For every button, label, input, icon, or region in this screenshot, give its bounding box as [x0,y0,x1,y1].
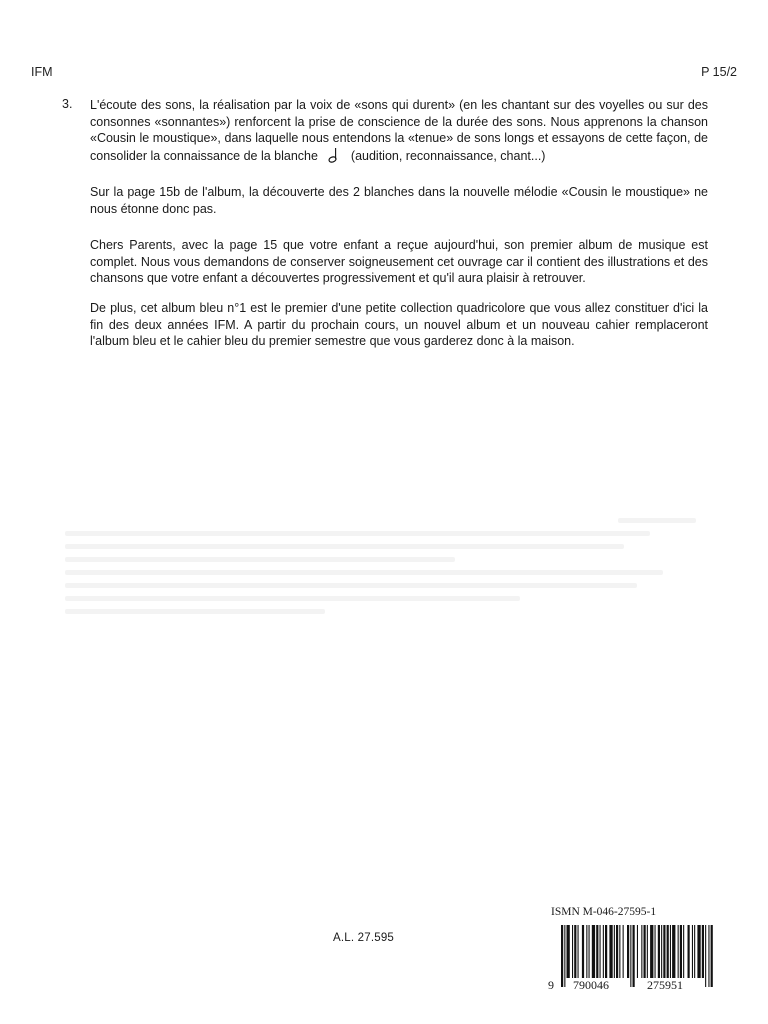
ismn-label: ISMN M-046-27595-1 [551,906,657,918]
barcode-digit-first: 9 [548,978,554,992]
item-number: 3. [62,97,73,111]
item-paragraph-2: Sur la page 15b de l'album, la découverte des 2 blanches dans la nouvelle mélodie «Cousin le moustique» ne nous étonne donc pas. [90,185,708,216]
item-paragraph-1-text: L'écoute des sons, la réalisation par la voix de «sons qui durent» (en les chantant sur des voyelles ou sur des consonnes «sonnantes») renforcent la prise de conscience de la durée des sons. Nous apprenons la chanson «Cousin le moustique», dans laquelle nous entendons la «tenue» de sons longs et essayons de cette façon, de consolider la connaissance de la blanche [90,98,708,163]
letter-paragraph-2: De plus, cet album bleu n°1 est le premier d'une petite collection quadricolore que vous allez constituer d'ici la fin des deux années IFM. A partir du prochain cours, un nouvel album et un nouveau cahier remplaceront l'album bleu et le cahier bleu du premier semestre que vous garderez donc à la maison. [90,301,708,348]
catalog-reference: A.L. 27.595 [333,932,395,944]
header-left-label: IFM [31,65,53,79]
barcode-digits-left: 790046 [573,978,609,992]
page-number-label: P 15/2 [701,65,737,79]
item-paragraph-1 [90,97,708,164]
barcode [541,925,713,997]
barcode-digits-right: 275951 [647,978,683,992]
letter-paragraph-1: Chers Parents, avec la page 15 que votre enfant a reçue aujourd'hui, son premier album de musique est complet. Nous vous demandons de conserver soigneusement cet ouvrage car il contient des illustrations et des chansons que votre enfant a découvertes progressivement et qu'il aura plaisir à retrouver. [90,238,708,285]
half-note-icon [327,147,341,163]
item-paragraph-1-end: (audition, reconnaissance, chant...) [350,148,546,163]
faded-reverse-print [65,510,715,670]
